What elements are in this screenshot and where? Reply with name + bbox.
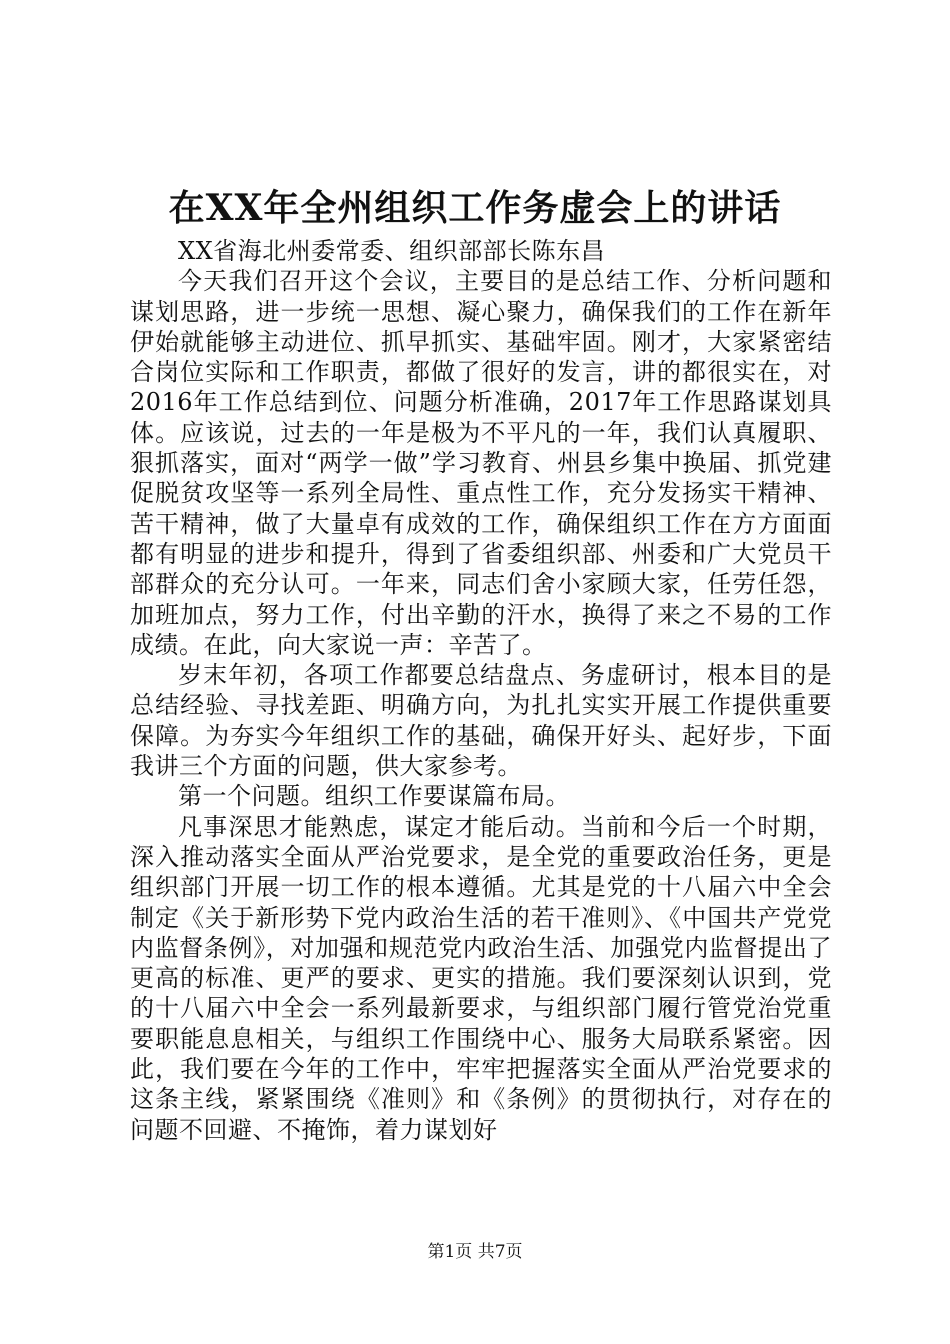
paragraph: 岁末年初，各项工作都要总结盘点、务虚研讨，根本目的是总结经验、寻找差距、明确方向，为扎扎实实开展工作提供重要保障。为夯实今年组织工作的基础，确保开好头、起好步，下面我讲三个方面的问题，供大家参考。 bbox=[130, 661, 832, 781]
document-title: 在XX年全州组织工作务虚会上的讲话 bbox=[168, 187, 782, 229]
author-line: XX省海北州委常委、组织部部长陈东昌 bbox=[178, 237, 606, 265]
paragraph: 今天我们召开这个会议，主要目的是总结工作、分析问题和谋划思路，进一步统一思想、凝心聚力，确保我们的工作在新年伊始就能够主动进位、抓早抓实、基础牢固。刚才，大家紧密结合岗位实际和工作职责，都做了很好的发言，讲的都很实在，对2016年工作总结到位、问题分析准确，2017年工作思路谋划具体。应该说，过去的一年是极为不平凡的一年，我们认真履职、狠抓落实，面对“两学一做”学习教育、州县乡集中换届、抓党建促脱贫攻坚等一系列全局性、重点性工作，充分发扬实干精神、苦干精神，做了大量卓有成效的工作，确保组织工作在方方面面都有明显的进步和提升，得到了省委组织部、州委和广大党员干部群众的充分认可。一年来，同志们舍小家顾大家，任劳任怨，加班加点，努力工作，付出辛勤的汗水，换得了来之不易的工作成绩。在此，向大家说一声：辛苦了。 bbox=[130, 267, 832, 659]
section-heading: 第一个问题。组织工作要谋篇布局。 bbox=[178, 782, 570, 811]
document-body bbox=[130, 236, 832, 1145]
paragraph: 凡事深思才能熟虑，谋定才能后动。当前和今后一个时期，深入推动落实全面从严治党要求，是全党的重要政治任务，更是组织部门开展一切工作的根本遵循。尤其是党的十八届六中全会制定《关于新形势下党内政治生活的若干准则》、《中国共产党党内监督条例》，对加强和规范党内政治生活、加强党内监督提出了更高的标准、更严的要求、更实的措施。我们要深刻认识到，党的十八届六中全会一系列最新要求，与组织部门履行管党治党重要职能息息相关，与组织工作围绕中心、服务大局联系紧密。因此，我们要在今年的工作中，牢牢把握落实全面从严治党要求的这条主线，紧紧围绕《准则》和《条例》的贯彻执行，对存在的问题不回避、不掩饰，着力谋划好 bbox=[130, 812, 832, 1144]
page-number: 第1页 共7页 bbox=[427, 1242, 523, 1262]
